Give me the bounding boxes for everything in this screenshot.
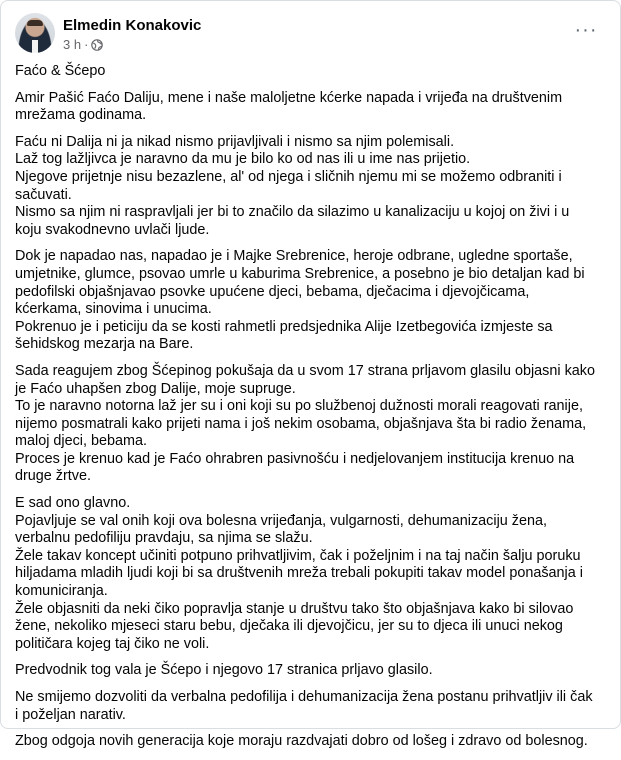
post-text-line: Ne smijemo dozvoliti da verbalna pedofilija i dehumanizacija žena postanu prihvatljiv ili čak i poželjan narativ. <box>15 689 593 723</box>
author-name[interactable]: Elmedin Konakovic <box>63 17 202 34</box>
post-text-line: To je naravno notorna laž jer su i oni koji su po službenoj dužnosti morali reagovati ranije, nijemo posmatrali kako prijeti nama i još nekim osobama, objašnjava šta bi radio ženama, maloj djeci, bebama. <box>15 398 587 450</box>
post-text-line: Amir Pašić Faćo Daliju, mene i naše maloljetne kćerke napada i vrijeđa na društvenim mrežama godinama. <box>15 89 563 124</box>
post-text-line: E sad ono glavno. <box>15 495 131 512</box>
post-time[interactable]: 3 h <box>63 37 82 52</box>
post-text-line: Faćo & Šćepo <box>15 63 106 79</box>
post-body <box>15 63 596 760</box>
post-text-line: Faću ni Dalija ni ja nikad nismo prijavljivali i nismo sa njim polemisali. <box>15 133 455 150</box>
post-text-line: Nismo sa njim ni raspravljali jer bi to značilo da silazimo u kanalizaciju u kojoj on živi i u koju svakodnevno uvlači ljude. <box>15 204 570 238</box>
post-paragraph <box>15 134 596 240</box>
post-paragraph <box>15 733 596 751</box>
more-options-button[interactable] <box>568 17 604 43</box>
post-text-line: Žele objasniti da neki čiko popravlja stanje u društvu tako što objašnjava kako bi silovao žene, nekoliko mjeseci staru bebu, dječaka ili djevojčicu, jer su to djeca ili unuci nekog političara kojeg taj čiko ne voli. <box>15 600 574 652</box>
post-text-line: Pokrenuo je i peticiju da se kosti rahmetli predsjednika Alije Izetbegovića izmjeste sa šehidskog mezarja na Bare. <box>15 318 553 353</box>
post-text-line: Žele takav koncept učiniti potpuno prihvatljivim, čak i poželjnim i na taj način šalju poruku hiljadama mladih ljudi koji bi sa društvenih mreža trebali pokupiti takav model ponašanja i komuniciranja. <box>15 547 583 600</box>
post-paragraph <box>15 495 596 653</box>
globe-icon[interactable] <box>91 39 103 51</box>
post-text-line: Laž tog lažljivca je naravno da mu je bilo ko od nas ili u ime nas prijetio. <box>15 151 471 168</box>
avatar-hair <box>27 20 43 26</box>
post-paragraph <box>15 248 596 354</box>
post-text-line: Predvodnik tog vala je Šćepo i njegovo 17 stranica prljavo glasilo. <box>15 662 433 679</box>
post-text-line: Dok je napadao nas, napadao je i Majke Srebrenice, heroje odbrane, ugledne sportaše, umjetnike, glumce, psovao umrle u kaburima Srebrenice, a posebno je bio detaljan kad bi pedofilski objašnjavao psovke upućene djeci, bebama, dječacima i djevojčicama, kćerkama, sinovima i unucima. <box>15 248 585 318</box>
post-paragraph <box>15 689 596 724</box>
post-text-line: Njegove prijetnje nisu bezazlene, al' od njega i sličnih njemu mi se možemo odbraniti i sačuvati. <box>15 168 562 203</box>
avatar-shirt <box>32 40 38 53</box>
post-text-line: Sada reagujem zbog Šćepinog pokušaja da u svom 17 strana prljavom glasilu objasni kako je Faćo uhapšen zbog Dalije, moje supruge. <box>15 362 595 397</box>
post-header <box>15 11 606 55</box>
avatar[interactable] <box>15 13 55 53</box>
post-text-line: Proces je krenuo kad je Faćo ohrabren pasivnošću i nedjelovanjem institucija krenuo na druge žrtve. <box>15 450 575 485</box>
post-paragraph <box>15 662 596 680</box>
post-paragraph <box>15 90 596 125</box>
post-meta <box>63 37 103 52</box>
post-text-line: Zbog odgoja novih generacija koje moraju razdvajati dobro od lošeg i zdravo od bolesnog. <box>15 733 588 750</box>
post-text-line: Pojavljuje se val onih koji ova bolesna vrijeđanja, vulgarnosti, dehumanizaciju žena, verbalnu pedofiliju pravdaju, sa njima se slažu. <box>15 512 547 547</box>
more-icon: ··· <box>574 18 598 41</box>
meta-separator: · <box>84 37 89 52</box>
post-paragraph <box>15 63 596 81</box>
post-paragraph <box>15 363 596 486</box>
